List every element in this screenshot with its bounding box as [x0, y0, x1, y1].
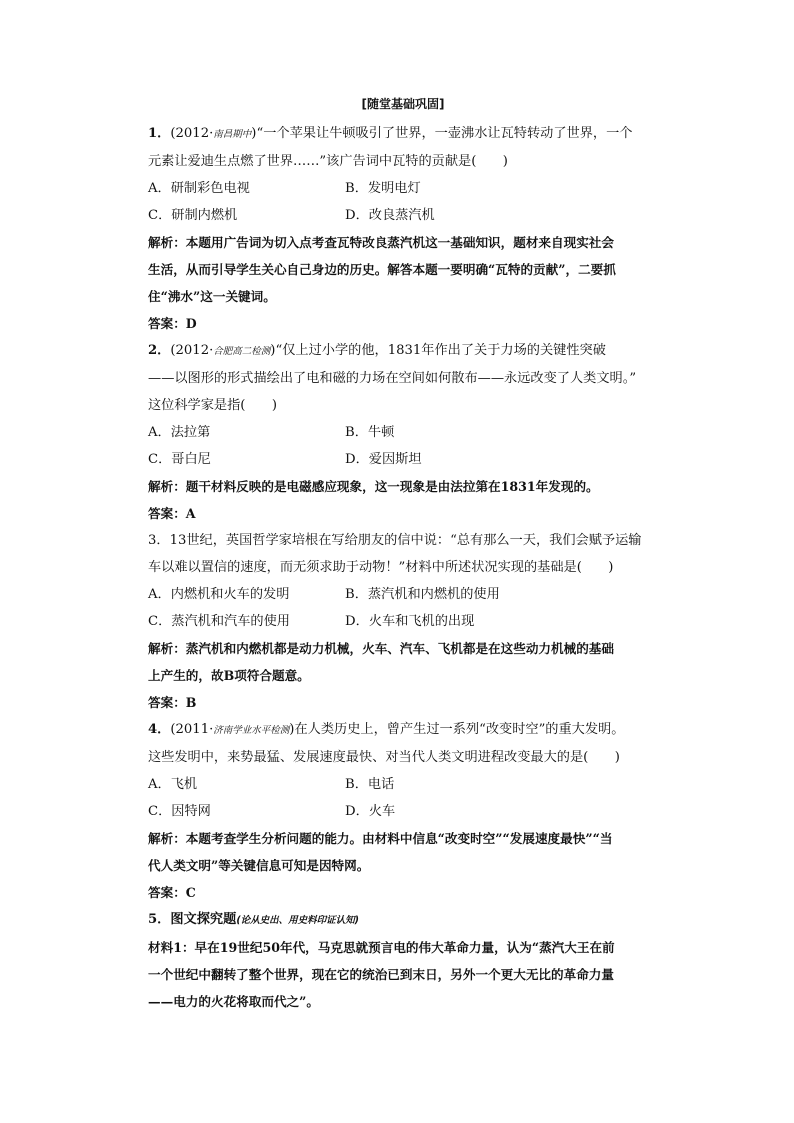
option-b: B．电话 [345, 777, 395, 792]
answer: 答案：C [148, 885, 196, 900]
options-row [148, 446, 658, 473]
analysis-line: 解析：本题用广告词为切入点考查瓦特改良蒸汽机这一基础知识，题材来自现实社会 [148, 235, 614, 250]
question-year: (2012· [170, 126, 214, 141]
source-close: ) [270, 343, 276, 358]
question-1-line-1 [148, 120, 658, 148]
question-type: 图文探究题 [170, 912, 237, 927]
option-c: C．因特网 [148, 804, 211, 819]
option-c: C．哥白尼 [148, 452, 211, 467]
question-year: (2012· [170, 343, 214, 358]
answer: 答案：B [148, 695, 197, 710]
question-3-line-2: 车以难以置信的速度，而无须求助于动物！”材料中所述状况实现的基础是( ) [148, 560, 614, 575]
question-5-title [148, 906, 658, 934]
question-number: 5． [148, 912, 171, 927]
question-year: (2011· [170, 722, 214, 737]
options-row [148, 419, 658, 446]
question-number: 4． [148, 722, 171, 737]
question-2-line-1 [148, 337, 658, 365]
analysis-line: 代人类文明”等关键信息可知是因特网。 [148, 858, 370, 873]
section-header: [随堂基础巩固] [361, 97, 445, 111]
source-close: ) [289, 722, 295, 737]
question-5 [148, 906, 658, 1015]
question-text: “仅上过小学的他，1831年作出了关于力场的关键性突破 [275, 343, 606, 358]
option-d: D．爱因斯坦 [345, 452, 422, 467]
material-line: 一个世纪中翻转了整个世界，现在它的统治已到末日，另外一个更大无比的革命力量 [148, 967, 614, 982]
question-number: 1． [148, 126, 171, 141]
question-source: 济南学业水平检测 [213, 725, 290, 736]
source-close: ) [251, 126, 257, 141]
option-b: B．发明电灯 [345, 181, 421, 196]
analysis-line: 住“沸水”这一关键词。 [148, 289, 276, 304]
document-page [148, 96, 658, 1015]
option-d: D．火车 [345, 804, 396, 819]
options-row [148, 608, 658, 635]
question-3-line-1: 3．13世纪，英国哲学家培根在写给朋友的信中说：“总有那么一天，我们会赋予运输 [148, 533, 642, 548]
question-3 [148, 527, 658, 716]
question-2-line-2: ——以图形的形式描绘出了电和磁的力场在空间如何散布——永远改变了人类文明。” [148, 371, 637, 386]
material-line: ——电力的火花将取而代之”。 [148, 994, 319, 1009]
option-c: C．蒸汽机和汽车的使用 [148, 614, 290, 629]
material-line: 材料1：早在19世纪50年代，马克思就预言电的伟大革命力量，认为“蒸汽大王在前 [148, 940, 615, 955]
option-a: A．研制彩色电视 [148, 181, 250, 196]
question-source: 南昌期中 [213, 129, 252, 140]
question-4-line-1 [148, 716, 658, 744]
option-a: A．法拉第 [148, 425, 211, 440]
option-b: B．牛顿 [345, 425, 395, 440]
options-row [148, 798, 658, 825]
question-source: (论从史出、用史料印证认知) [236, 915, 359, 926]
option-d: D．改良蒸汽机 [345, 208, 435, 223]
question-2-line-3: 这位科学家是指( ) [148, 398, 277, 413]
analysis-line: 解析：题干材料反映的是电磁感应现象，这一现象是由法拉第在1831年发现的。 [148, 479, 599, 494]
analysis-line: 解析：蒸汽机和内燃机都是动力机械，火车、汽车、飞机都是在这些动力机械的基础 [148, 641, 614, 656]
question-4-line-2: 这些发明中，来势最猛、发展速度最快、对当代人类文明进程改变最大的是( ) [148, 750, 620, 765]
answer: 答案：D [148, 316, 197, 331]
options-row [148, 175, 658, 202]
options-row [148, 581, 658, 608]
analysis-line: 上产生的，故B项符合题意。 [148, 668, 310, 683]
analysis-line: 解析：本题考查学生分析问题的能力。由材料中信息“改变时空”“发展速度最快”“当 [148, 831, 613, 846]
options-row [148, 202, 658, 229]
options-row [148, 771, 658, 798]
answer: 答案：A [148, 506, 196, 521]
question-text: 在人类历史上，曾产生过一系列“改变时空”的重大发明。 [294, 722, 625, 737]
option-c: C．研制内燃机 [148, 208, 238, 223]
question-source: 合肥高二检测 [213, 346, 271, 357]
question-1 [148, 120, 658, 337]
question-4 [148, 716, 658, 906]
question-1-line-2: 元素让爱迪生点燃了世界……”该广告词中瓦特的贡献是( ) [148, 154, 508, 169]
option-d: D．火车和飞机的出现 [345, 614, 475, 629]
question-2 [148, 337, 658, 527]
question-text: “一个苹果让牛顿吸引了世界，一壶沸水让瓦特转动了世界，一个 [256, 126, 633, 141]
option-b: B．蒸汽机和内燃机的使用 [345, 587, 500, 602]
question-number: 2． [148, 343, 171, 358]
option-a: A．内燃机和火车的发明 [148, 587, 290, 602]
analysis-line: 生活，从而引导学生关心自己身边的历史。解答本题一要明确“瓦特的贡献”，二要抓 [148, 262, 616, 277]
option-a: A．飞机 [148, 777, 198, 792]
